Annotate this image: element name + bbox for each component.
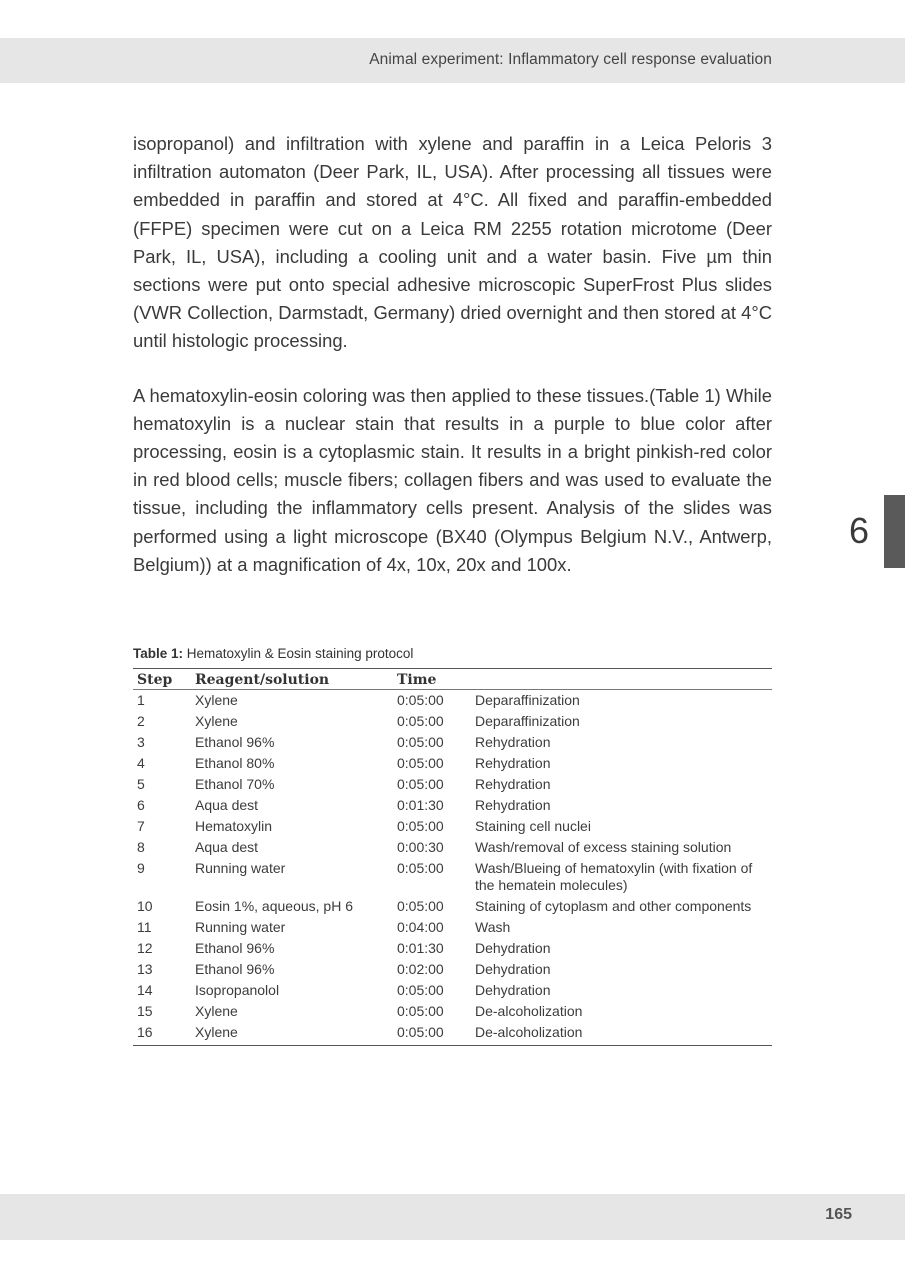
staining-protocol-table — [133, 668, 772, 1046]
table-row — [133, 732, 772, 753]
time-cell: 0:05:00 — [397, 1003, 444, 1019]
reagent-cell: Xylene — [195, 1003, 238, 1019]
step-cell: 11 — [137, 919, 152, 935]
table-row — [133, 938, 772, 959]
table-body — [133, 690, 772, 1046]
table-header-row — [133, 669, 772, 690]
step-cell: 4 — [137, 755, 145, 771]
time-cell: 0:05:00 — [397, 860, 444, 876]
reagent-cell: Ethanol 96% — [195, 940, 275, 956]
reagent-cell: Xylene — [191, 1022, 393, 1046]
reagent-cell: Aqua dest — [195, 839, 259, 855]
step-cell: 6 — [137, 797, 145, 813]
step-cell: 5 — [137, 776, 145, 792]
header-reagent: Reagent/solution — [191, 669, 393, 690]
table-row — [133, 795, 772, 816]
table-row — [133, 1001, 772, 1022]
step-cell: 10 — [137, 898, 153, 914]
time-cell: 0:01:30 — [397, 940, 444, 956]
time-cell: 0:05:00 — [397, 692, 444, 708]
header-step: Step — [133, 669, 191, 690]
step-cell: 9 — [137, 860, 145, 876]
protocol-table-block — [133, 646, 772, 1046]
table-row — [133, 980, 772, 1001]
reagent-cell: Running water — [195, 860, 286, 876]
description-cell: De-alcoholization — [471, 1022, 772, 1046]
header-description — [471, 669, 772, 690]
table-row — [133, 753, 772, 774]
reagent-cell: Ethanol 96% — [195, 961, 275, 977]
time-cell: 0:00:30 — [397, 839, 444, 855]
table-row — [133, 959, 772, 980]
description-cell: Rehydration — [475, 776, 551, 792]
time-cell: 0:05:00 — [397, 818, 444, 834]
paragraph: A hematoxylin-eosin coloring was then applied to these tissues.(Table 1) While hematoxylin is a nuclear stain that results in a purple to blue color after processing, eosin is a cytoplasmic stain. It results in a bright pinkish-red color in red blood cells; muscle fibers; collagen fibers and was used to evaluate the tissue, including the inflammatory cells present. Analysis of the slides was performed using a light microscope (BX40 (Olympus Belgium N.V., Antwerp, Belgium)) at a magnification of 4x, 10x, 20x and 100x. — [133, 384, 772, 575]
step-cell: 12 — [137, 940, 153, 956]
table-row — [133, 774, 772, 795]
time-cell: 0:04:00 — [397, 919, 444, 935]
description-cell: Staining of cytoplasm and other components — [475, 898, 752, 914]
description-cell: Rehydration — [475, 797, 551, 813]
time-cell: 0:05:00 — [397, 755, 444, 771]
reagent-cell: Aqua dest — [195, 797, 259, 813]
table-row — [133, 896, 772, 917]
description-cell: Dehydration — [475, 982, 551, 998]
table-row — [133, 816, 772, 837]
description-cell: Rehydration — [475, 755, 551, 771]
step-cell: 2 — [137, 713, 145, 729]
reagent-cell: Running water — [195, 919, 286, 935]
reagent-cell: Ethanol 70% — [195, 776, 275, 792]
description-cell: Deparaffinization — [475, 692, 580, 708]
table-row — [133, 711, 772, 732]
paragraph: isopropanol) and infiltration with xylene and paraffin in a Leica Peloris 3 infiltration automaton (Deer Park, IL, USA). After processing all tissues were embedded in paraffin and stored at 4°C. All fixed and paraffin-embedded (FFPE) specimen were cut on a Leica RM 2255 rotation microtome (Deer Park, IL, USA), including a cooling unit and a water basin. Five µm thin sections were put onto special adhesive microscopic SuperFrost Plus slides (VWR Collection, Darmstadt, Germany) dried overnight and then stored at 4°C until histologic processing. — [133, 133, 772, 352]
body-text — [133, 130, 772, 605]
table-row — [133, 858, 772, 896]
time-cell: 0:02:00 — [397, 961, 444, 977]
step-cell: 14 — [137, 982, 153, 998]
reagent-cell: Ethanol 96% — [195, 734, 275, 750]
time-cell: 0:01:30 — [397, 797, 444, 813]
running-title: Animal experiment: Inflammatory cell response evaluation — [369, 51, 772, 68]
chapter-number: 6 — [849, 510, 870, 551]
description-cell: Staining cell nuclei — [475, 818, 591, 834]
reagent-cell: Xylene — [195, 713, 238, 729]
page-number: 165 — [825, 1206, 852, 1223]
time-cell: 0:05:00 — [397, 776, 444, 792]
reagent-cell: Isopropanolol — [195, 982, 280, 998]
time-cell: 0:05:00 — [397, 898, 444, 914]
step-cell: 15 — [137, 1003, 153, 1019]
step-cell: 1 — [137, 692, 145, 708]
time-cell: 0:05:00 — [397, 982, 444, 998]
step-cell: 8 — [137, 839, 145, 855]
reagent-cell: Eosin 1%, aqueous, pH 6 — [195, 898, 353, 914]
time-cell: 0:05:00 — [397, 713, 444, 729]
step-cell: 7 — [137, 818, 145, 834]
description-cell: Dehydration — [475, 940, 551, 956]
table-caption-text: Hematoxylin & Eosin staining protocol — [183, 646, 414, 661]
time-cell: 0:05:00 — [393, 1022, 471, 1046]
page-footer — [0, 1194, 905, 1240]
description-cell: Wash/removal of excess staining solution — [475, 839, 732, 855]
table-row — [133, 837, 772, 858]
step-cell: 3 — [137, 734, 145, 750]
table-caption-label: Table 1: — [133, 646, 184, 661]
description-cell: Deparaffinization — [475, 713, 580, 729]
reagent-cell: Ethanol 80% — [195, 755, 275, 771]
step-cell: 16 — [133, 1022, 191, 1046]
page-header — [0, 38, 905, 83]
description-cell: Dehydration — [475, 961, 551, 977]
chapter-tab — [884, 495, 905, 568]
header-time: Time — [393, 669, 471, 690]
description-cell: Wash — [475, 919, 511, 935]
table-row — [133, 690, 772, 712]
step-cell: 13 — [137, 961, 153, 977]
description-cell: Wash/Blueing of hematoxylin (with fixation of the hematein molecules) — [475, 860, 753, 893]
reagent-cell: Hematoxylin — [195, 818, 273, 834]
description-cell: Rehydration — [475, 734, 551, 750]
description-cell: De-alcoholization — [475, 1003, 583, 1019]
reagent-cell: Xylene — [195, 692, 238, 708]
table-row — [133, 917, 772, 938]
table-row — [133, 1022, 772, 1046]
time-cell: 0:05:00 — [397, 734, 444, 750]
table-caption — [133, 646, 772, 661]
